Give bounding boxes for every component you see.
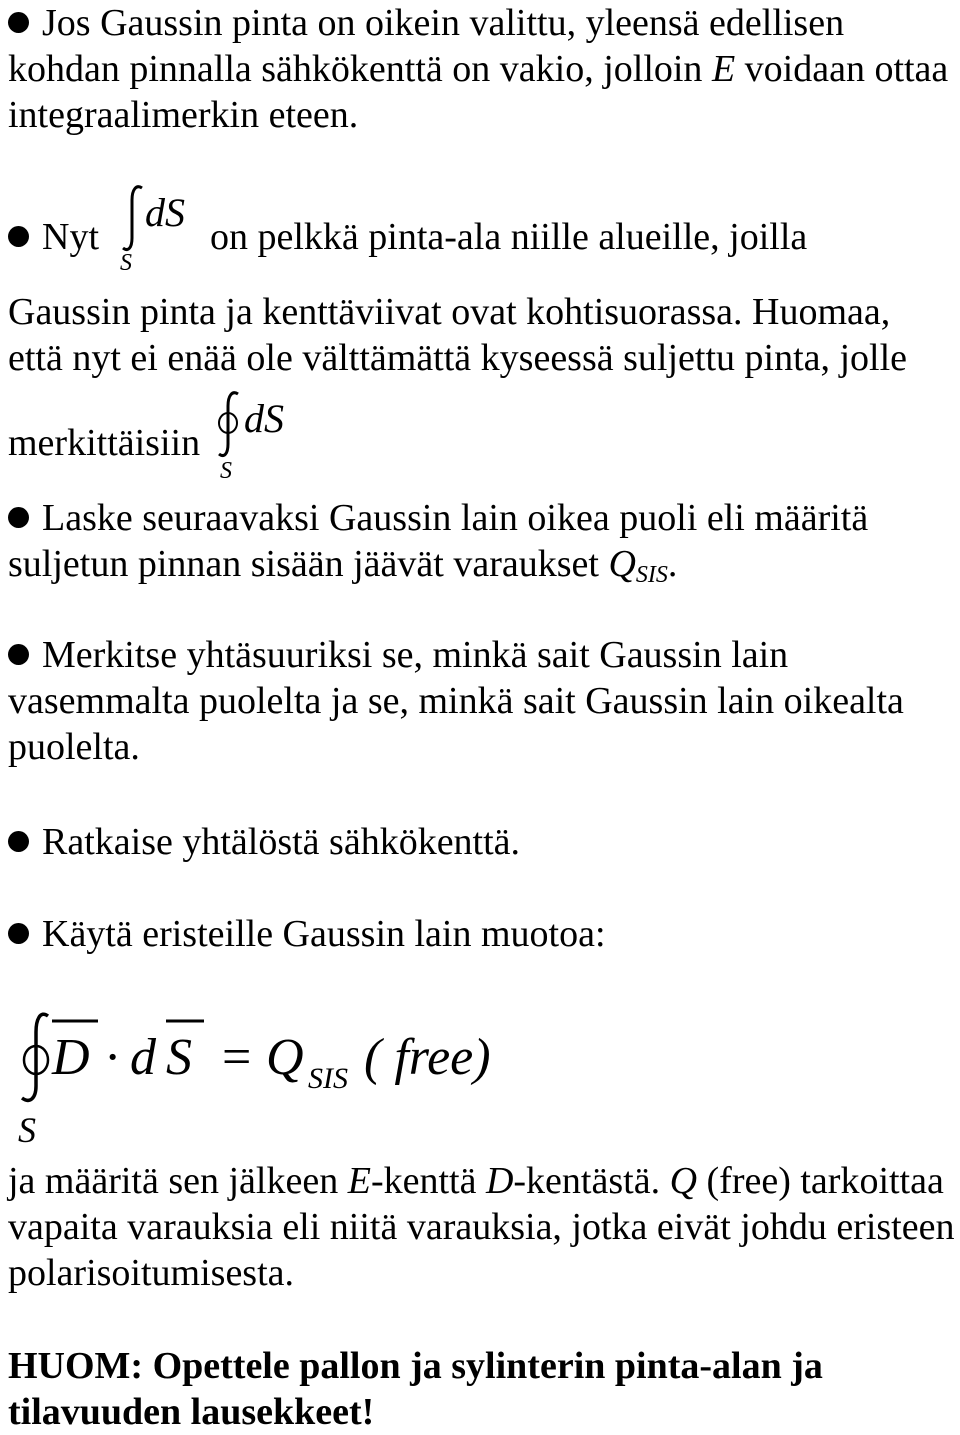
bullet-icon — [8, 226, 29, 247]
bullet-icon — [8, 12, 29, 33]
eq-lower-s: S — [18, 1110, 36, 1150]
note-huom: HUOM: Opettele pallon ja sylinterin pinta-alan ja tilavuuden lausekkeet! — [8, 1345, 823, 1433]
contour-integral-icon — [212, 388, 248, 460]
bullet-icon — [8, 507, 29, 528]
math-ds: dS — [145, 190, 185, 235]
bullet-icon — [8, 644, 29, 665]
bullet-ratkaise: Ratkaise yhtälöstä sähkökenttä. — [8, 819, 960, 865]
eq-S: S — [166, 1029, 192, 1086]
eq-dot: · — [104, 1029, 122, 1086]
bullet-nyt-line: Nyt — [8, 214, 99, 260]
integral-sign-icon — [118, 182, 148, 254]
bullet-icon — [8, 831, 29, 852]
bullet-gauss-surface: Jos Gaussin pinta on oikein valittu, yleensä edellisen kohdan pinnalla sähkökenttä on vakio, jolloin E voidaan ottaa integraalimerkin eteen. — [8, 2, 949, 136]
eq-d: d — [130, 1029, 156, 1086]
bullet-merkitse: Merkitse yhtäsuuriksi se, minkä sait Gaussin lain vasemmalta puolelta ja se, minkä sait Gaussin lain oikealta puolelta. — [8, 634, 904, 768]
bullet-laske: Laske seuraavaksi Gaussin lain oikea puoli eli määritä suljetun pinnan sisään jäävät varaukset $Q_{SIS}$. — [8, 497, 869, 588]
paragraph-after-equation: ja määritä sen jälkeen E-kenttä D-kentästä. Q (free) tarkoittaa vapaita varauksia eli niitä varauksia, jotka eivät johdu eristeen polarisoitumisesta. — [8, 1160, 955, 1294]
math-s-lower: S — [120, 250, 132, 276]
math-s-lower: S — [220, 458, 232, 484]
bullet-kayta: Käytä eristeille Gaussin lain muotoa: — [8, 911, 960, 957]
math-ds: dS — [244, 396, 284, 441]
eq-free: ( free) — [364, 1029, 491, 1086]
text-line: että nyt ei enää ole välttämättä kyseessä suljettu pinta, jolle — [8, 337, 908, 379]
vector-bar-d — [50, 1018, 102, 1024]
bullet-icon — [8, 923, 29, 944]
eq-equals: = — [222, 1029, 252, 1086]
merkittaisiin-text: merkittäisiin — [8, 422, 201, 464]
bullet-nyt-rest: on pelkkä pinta-ala niille alueille, joilla — [210, 216, 808, 258]
eq-D: D — [52, 1029, 90, 1086]
eq-Q: Q — [266, 1029, 304, 1086]
text-line: Gaussin pinta ja kenttäviivat ovat kohtisuorassa. Huomaa, — [8, 291, 891, 333]
eq-sub-sis: SIS — [308, 1062, 348, 1095]
vector-bar-s — [164, 1018, 208, 1024]
